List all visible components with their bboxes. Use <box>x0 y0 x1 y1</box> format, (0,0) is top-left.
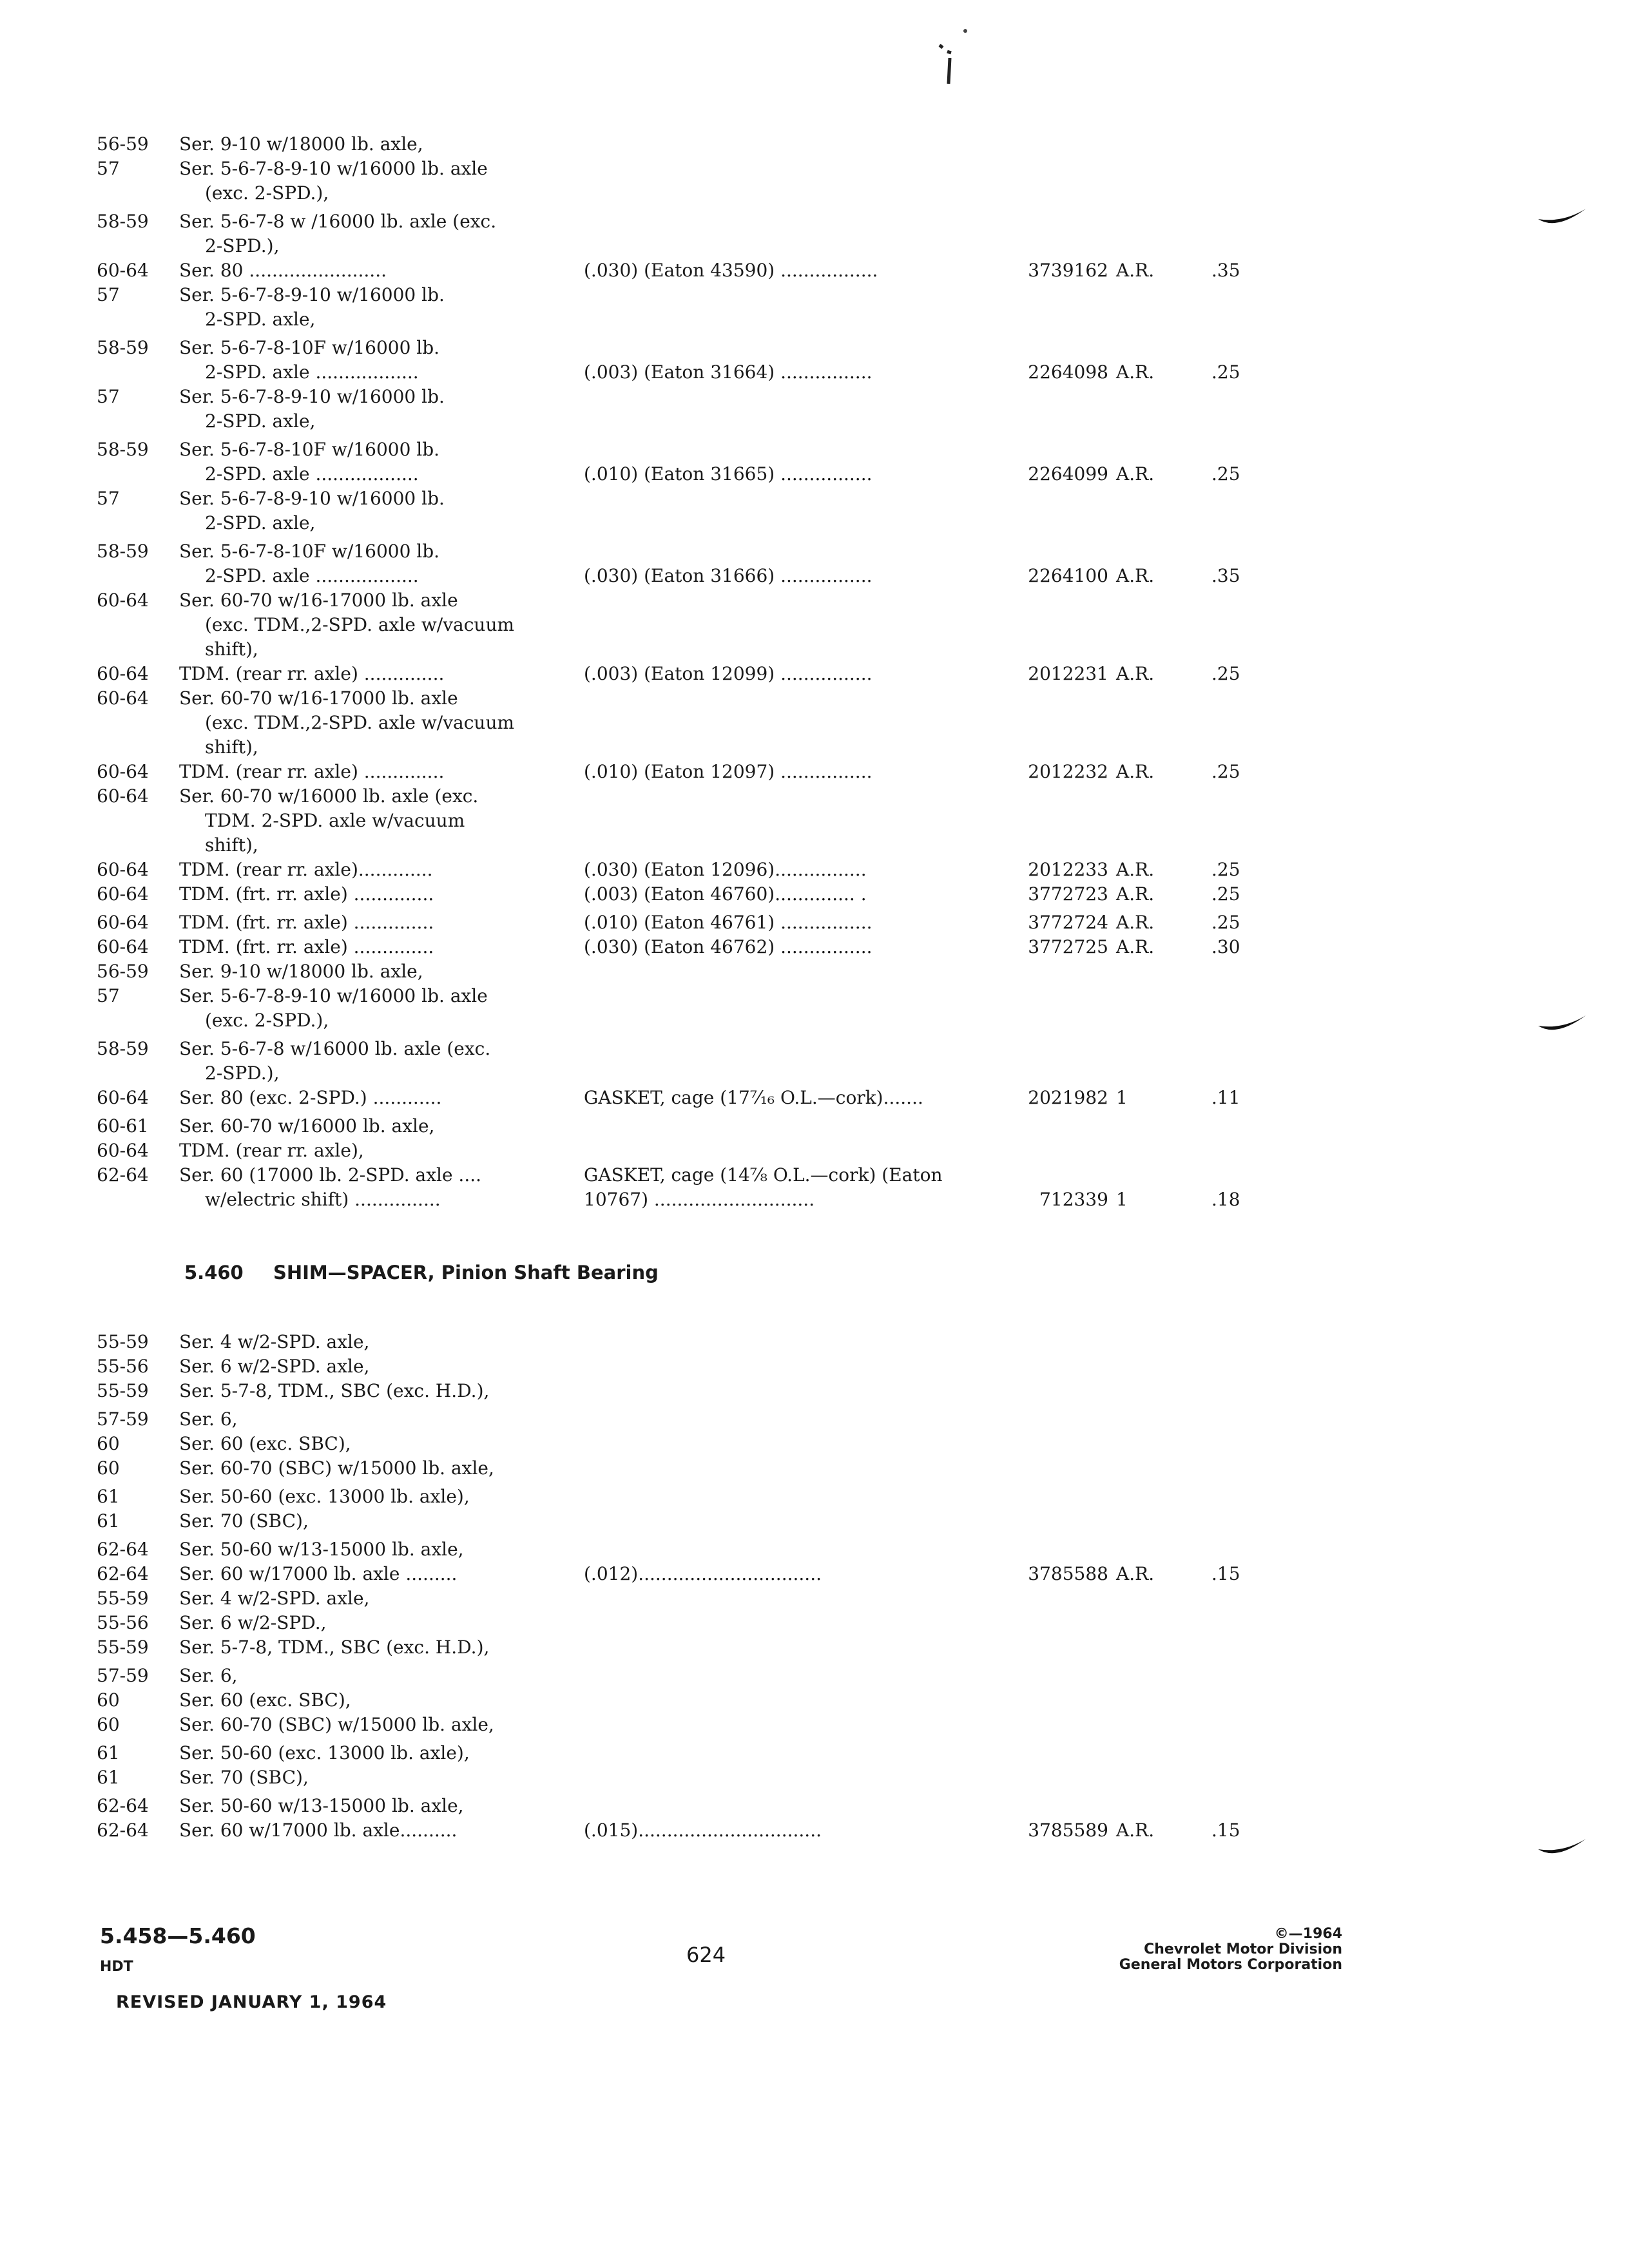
year-range: 58-59 <box>97 439 149 460</box>
part-row <box>97 588 1269 613</box>
part-row <box>97 1037 1269 1061</box>
year-range: 60-64 <box>97 663 149 684</box>
quantity: A.R. <box>1116 463 1155 485</box>
part-row <box>97 1509 1269 1533</box>
part-description: (.003) (Eaton 31664) ................ <box>584 361 872 383</box>
hdt-label: HDT <box>100 1959 133 1975</box>
part-row <box>97 686 1269 711</box>
application: w/electric shift) ............... <box>205 1189 441 1210</box>
part-row <box>97 360 1269 385</box>
quantity: A.R. <box>1116 663 1155 684</box>
part-row <box>97 1635 1269 1660</box>
part-row <box>97 1664 1269 1688</box>
year-range: 58-59 <box>97 211 149 232</box>
check-mark-icon <box>1537 1835 1588 1864</box>
part-row <box>97 1330 1269 1354</box>
application: shift), <box>205 639 258 660</box>
part-row <box>97 1163 1269 1187</box>
part-row <box>97 1586 1269 1611</box>
application: Ser. 50-60 w/13-15000 lb. axle, <box>179 1795 464 1816</box>
part-row <box>97 462 1269 486</box>
application: Ser. 5-6-7-8-9-10 w/16000 lb. <box>179 284 445 305</box>
section-heading <box>184 1262 659 1283</box>
application: Ser. 9-10 w/18000 lb. axle, <box>179 133 423 155</box>
part-row <box>97 181 1269 206</box>
price: .25 <box>1211 859 1240 880</box>
section-title: SHIM—SPACER, Pinion Shaft Bearing <box>273 1262 659 1283</box>
part-description: (.030) (Eaton 43590) ................. <box>584 260 878 281</box>
part-row <box>97 437 1269 462</box>
application: Ser. 60 (exc. SBC), <box>179 1433 351 1454</box>
part-description: GASKET, cage (17⁷⁄₁₆ O.L.—cork)....... <box>584 1087 923 1108</box>
part-row <box>97 809 1269 833</box>
year-range: 62-64 <box>97 1563 149 1584</box>
part-row <box>97 1139 1269 1163</box>
application: shift), <box>205 736 258 758</box>
part-row <box>97 564 1269 588</box>
part-row <box>97 833 1269 858</box>
part-row <box>97 784 1269 809</box>
part-row <box>97 760 1269 784</box>
price: .35 <box>1211 260 1240 281</box>
application: (exc. 2-SPD.), <box>205 182 329 204</box>
part-row <box>97 1713 1269 1737</box>
price: .25 <box>1211 463 1240 485</box>
part-row <box>97 1611 1269 1635</box>
application: Ser. 60-70 w/16000 lb. axle, <box>179 1115 435 1137</box>
year-range: 57 <box>97 158 120 179</box>
part-row <box>97 258 1269 283</box>
quantity: A.R. <box>1116 883 1155 905</box>
application: Ser. 6 w/2-SPD., <box>179 1612 327 1633</box>
part-row <box>97 1741 1269 1765</box>
application: Ser. 80 (exc. 2-SPD.) ............ <box>179 1087 442 1108</box>
year-range: 60-64 <box>97 785 149 807</box>
part-row <box>97 1114 1269 1139</box>
application: Ser. 5-6-7-8-9-10 w/16000 lb. axle <box>179 158 488 179</box>
footer-left <box>100 1923 256 1975</box>
year-range: 60-64 <box>97 687 149 709</box>
part-number: 3772723 <box>1028 883 1108 905</box>
quantity: A.R. <box>1116 936 1155 957</box>
application: TDM. (rear rr. axle)............. <box>179 859 433 880</box>
year-range: 62-64 <box>97 1795 149 1816</box>
application: Ser. 5-6-7-8-10F w/16000 lb. <box>179 439 440 460</box>
year-range: 60-64 <box>97 912 149 933</box>
part-row <box>97 1008 1269 1033</box>
part-number: 3772724 <box>1028 912 1108 933</box>
price: .25 <box>1211 883 1240 905</box>
application: Ser. 60-70 (SBC) w/15000 lb. axle, <box>179 1457 494 1479</box>
quantity: A.R. <box>1116 859 1155 880</box>
part-row <box>97 157 1269 181</box>
part-number: 2012232 <box>1028 761 1108 782</box>
application: (exc. 2-SPD.), <box>205 1010 329 1031</box>
corporation-name: General Motors Corporation <box>1119 1957 1342 1973</box>
part-row <box>97 539 1269 564</box>
quantity: A.R. <box>1116 1820 1155 1841</box>
year-range: 57 <box>97 284 120 305</box>
part-row <box>97 1818 1269 1843</box>
application: 2-SPD. axle .................. <box>205 565 419 586</box>
application: Ser. 5-6-7-8-9-10 w/16000 lb. axle <box>179 985 488 1006</box>
year-range: 62-64 <box>97 1820 149 1841</box>
part-row <box>97 1086 1269 1110</box>
part-row <box>97 385 1269 409</box>
part-row <box>97 858 1269 882</box>
year-range: 61 <box>97 1767 120 1788</box>
application: 2-SPD. axle .................. <box>205 463 419 485</box>
year-range: 61 <box>97 1486 120 1507</box>
application: Ser. 4 w/2-SPD. axle, <box>179 1331 370 1352</box>
application: TDM. (rear rr. axle), <box>179 1140 364 1161</box>
part-number: 712339 <box>1039 1189 1108 1210</box>
year-range: 57 <box>97 985 120 1006</box>
year-range: 60 <box>97 1457 120 1479</box>
part-row <box>97 1061 1269 1086</box>
parts-list-top <box>97 132 1269 1212</box>
application: 2-SPD.), <box>205 1062 280 1084</box>
copyright: ©—1964 <box>1274 1926 1342 1942</box>
section-number: 5.460 <box>184 1262 244 1283</box>
price: .25 <box>1211 663 1240 684</box>
part-row <box>97 1765 1269 1790</box>
part-row <box>97 409 1269 434</box>
quantity: 1 <box>1116 1087 1128 1108</box>
application: Ser. 60 (17000 lb. 2-SPD. axle .... <box>179 1164 482 1186</box>
part-row <box>97 336 1269 360</box>
application: Ser. 6 w/2-SPD. axle, <box>179 1356 370 1377</box>
application: Ser. 70 (SBC), <box>179 1767 309 1788</box>
part-row <box>97 1379 1269 1403</box>
application: TDM. 2-SPD. axle w/vacuum <box>205 810 465 831</box>
year-range: 60-64 <box>97 1087 149 1108</box>
part-row <box>97 984 1269 1008</box>
application: 2-SPD. axle .................. <box>205 361 419 383</box>
part-row <box>97 511 1269 535</box>
application: Ser. 9-10 w/18000 lb. axle, <box>179 961 423 982</box>
check-mark-icon <box>1537 205 1588 234</box>
part-number: 2012231 <box>1028 663 1108 684</box>
part-row <box>97 662 1269 686</box>
application: Ser. 60-70 (SBC) w/15000 lb. axle, <box>179 1714 494 1735</box>
application: Ser. 5-6-7-8-10F w/16000 lb. <box>179 337 440 358</box>
year-range: 60-61 <box>97 1115 149 1137</box>
part-row <box>97 1187 1269 1212</box>
application: Ser. 60-70 w/16000 lb. axle (exc. <box>179 785 479 807</box>
part-description: (.030) (Eaton 46762) ................ <box>584 936 872 957</box>
year-range: 58-59 <box>97 541 149 562</box>
application: Ser. 50-60 w/13-15000 lb. axle, <box>179 1539 464 1560</box>
part-row <box>97 1407 1269 1432</box>
price: .25 <box>1211 361 1240 383</box>
application: 2-SPD. axle, <box>205 410 316 432</box>
part-description: (.015)................................ <box>584 1820 822 1841</box>
year-range: 60-64 <box>97 260 149 281</box>
application: Ser. 60-70 w/16-17000 lb. axle <box>179 687 458 709</box>
application: (exc. TDM.,2-SPD. axle w/vacuum <box>205 614 515 635</box>
part-row <box>97 613 1269 637</box>
year-range: 62-64 <box>97 1539 149 1560</box>
year-range: 57-59 <box>97 1408 149 1430</box>
application: Ser. 5-7-8, TDM., SBC (exc. H.D.), <box>179 1637 490 1658</box>
application: Ser. 60 w/17000 lb. axle ......... <box>179 1563 458 1584</box>
part-description: (.030) (Eaton 31666) ................ <box>584 565 872 586</box>
parts-list-bottom <box>97 1330 1269 1843</box>
year-range: 55-59 <box>97 1588 149 1609</box>
part-row <box>97 283 1269 307</box>
part-row <box>97 882 1269 907</box>
year-range: 57 <box>97 488 120 509</box>
part-number: 2264099 <box>1028 463 1108 485</box>
part-description: (.003) (Eaton 46760).............. . <box>584 883 867 905</box>
application: Ser. 4 w/2-SPD. axle, <box>179 1588 370 1609</box>
part-row <box>97 1354 1269 1379</box>
year-range: 57 <box>97 386 120 407</box>
year-range: 58-59 <box>97 337 149 358</box>
year-range: 60-64 <box>97 1140 149 1161</box>
page-number: 624 <box>686 1943 726 1967</box>
quantity: A.R. <box>1116 912 1155 933</box>
application: TDM. (frt. rr. axle) .............. <box>179 912 434 933</box>
year-range: 60-64 <box>97 761 149 782</box>
price: .15 <box>1211 1563 1240 1584</box>
year-range: 56-59 <box>97 133 149 155</box>
part-number: 3739162 <box>1028 260 1108 281</box>
quantity: 1 <box>1116 1189 1128 1210</box>
application: Ser. 6, <box>179 1408 238 1430</box>
part-row <box>97 209 1269 234</box>
year-range: 60-64 <box>97 936 149 957</box>
part-number: 3785589 <box>1028 1820 1108 1841</box>
application: Ser. 60 w/17000 lb. axle.......... <box>179 1820 458 1841</box>
year-range: 62-64 <box>97 1164 149 1186</box>
part-row <box>97 910 1269 935</box>
part-number: 2021982 <box>1028 1087 1108 1108</box>
section-range: 5.458—5.460 <box>100 1923 256 1948</box>
part-row <box>97 637 1269 662</box>
year-range: 55-56 <box>97 1356 149 1377</box>
year-range: 56-59 <box>97 961 149 982</box>
application: TDM. (frt. rr. axle) .............. <box>179 936 434 957</box>
publisher-block <box>1119 1927 1342 1973</box>
application: Ser. 50-60 (exc. 13000 lb. axle), <box>179 1742 470 1763</box>
part-description: (.010) (Eaton 12097) ................ <box>584 761 872 782</box>
application: 2-SPD.), <box>205 235 280 256</box>
part-row <box>97 959 1269 984</box>
application: Ser. 5-6-7-8-9-10 w/16000 lb. <box>179 488 445 509</box>
year-range: 58-59 <box>97 1038 149 1059</box>
application: Ser. 5-6-7-8 w/16000 lb. axle (exc. <box>179 1038 491 1059</box>
application: Ser. 5-6-7-8-9-10 w/16000 lb. <box>179 386 445 407</box>
year-range: 61 <box>97 1742 120 1763</box>
part-row <box>97 1562 1269 1586</box>
price: .35 <box>1211 565 1240 586</box>
part-row <box>97 1456 1269 1481</box>
application: TDM. (frt. rr. axle) .............. <box>179 883 434 905</box>
part-description: (.030) (Eaton 12096)................ <box>584 859 867 880</box>
quantity: A.R. <box>1116 565 1155 586</box>
price: .18 <box>1211 1189 1240 1210</box>
application: 2-SPD. axle, <box>205 309 316 330</box>
quantity: A.R. <box>1116 1563 1155 1584</box>
quantity: A.R. <box>1116 761 1155 782</box>
part-description: GASKET, cage (14⅞ O.L.—cork) (Eaton <box>584 1164 943 1186</box>
application: Ser. 6, <box>179 1665 238 1686</box>
year-range: 55-56 <box>97 1612 149 1633</box>
quantity: A.R. <box>1116 260 1155 281</box>
part-row <box>97 735 1269 760</box>
application: Ser. 60 (exc. SBC), <box>179 1689 351 1711</box>
part-row <box>97 132 1269 157</box>
application: Ser. 60-70 w/16-17000 lb. axle <box>179 590 458 611</box>
price: .25 <box>1211 912 1240 933</box>
scan-speck-icon <box>934 26 973 97</box>
part-description: (.012)................................ <box>584 1563 822 1584</box>
part-row <box>97 486 1269 511</box>
application: Ser. 5-7-8, TDM., SBC (exc. H.D.), <box>179 1380 490 1401</box>
part-row <box>97 935 1269 959</box>
part-row <box>97 1485 1269 1509</box>
part-row <box>97 1537 1269 1562</box>
part-number: 3772725 <box>1028 936 1108 957</box>
application: Ser. 80 ........................ <box>179 260 387 281</box>
application: (exc. TDM.,2-SPD. axle w/vacuum <box>205 712 515 733</box>
part-description: (.010) (Eaton 46761) ................ <box>584 912 872 933</box>
price: .11 <box>1211 1087 1240 1108</box>
year-range: 60-64 <box>97 883 149 905</box>
part-row <box>97 1688 1269 1713</box>
year-range: 57-59 <box>97 1665 149 1686</box>
quantity: A.R. <box>1116 361 1155 383</box>
application: TDM. (rear rr. axle) .............. <box>179 761 445 782</box>
part-row <box>97 307 1269 332</box>
application: 2-SPD. axle, <box>205 512 316 533</box>
application: Ser. 70 (SBC), <box>179 1510 309 1532</box>
price: .15 <box>1211 1820 1240 1841</box>
year-range: 60 <box>97 1433 120 1454</box>
application: shift), <box>205 834 258 856</box>
part-row <box>97 1794 1269 1818</box>
year-range: 60-64 <box>97 590 149 611</box>
part-row <box>97 234 1269 258</box>
part-description: 10767) ............................ <box>584 1189 815 1210</box>
application: Ser. 5-6-7-8-10F w/16000 lb. <box>179 541 440 562</box>
application: Ser. 5-6-7-8 w /16000 lb. axle (exc. <box>179 211 497 232</box>
division-name: Chevrolet Motor Division <box>1144 1941 1342 1957</box>
part-number: 3785588 <box>1028 1563 1108 1584</box>
year-range: 55-59 <box>97 1331 149 1352</box>
part-number: 2264100 <box>1028 565 1108 586</box>
part-row <box>97 711 1269 735</box>
price: .25 <box>1211 761 1240 782</box>
year-range: 61 <box>97 1510 120 1532</box>
part-row <box>97 1432 1269 1456</box>
year-range: 60 <box>97 1689 120 1711</box>
part-description: (.010) (Eaton 31665) ................ <box>584 463 872 485</box>
revised-date: REVISED JANUARY 1, 1964 <box>116 1992 387 2012</box>
part-description: (.003) (Eaton 12099) ................ <box>584 663 872 684</box>
part-number: 2264098 <box>1028 361 1108 383</box>
application: Ser. 50-60 (exc. 13000 lb. axle), <box>179 1486 470 1507</box>
year-range: 55-59 <box>97 1637 149 1658</box>
part-number: 2012233 <box>1028 859 1108 880</box>
year-range: 60 <box>97 1714 120 1735</box>
application: TDM. (rear rr. axle) .............. <box>179 663 445 684</box>
year-range: 60-64 <box>97 859 149 880</box>
year-range: 55-59 <box>97 1380 149 1401</box>
price: .30 <box>1211 936 1240 957</box>
check-mark-icon <box>1537 1012 1588 1041</box>
